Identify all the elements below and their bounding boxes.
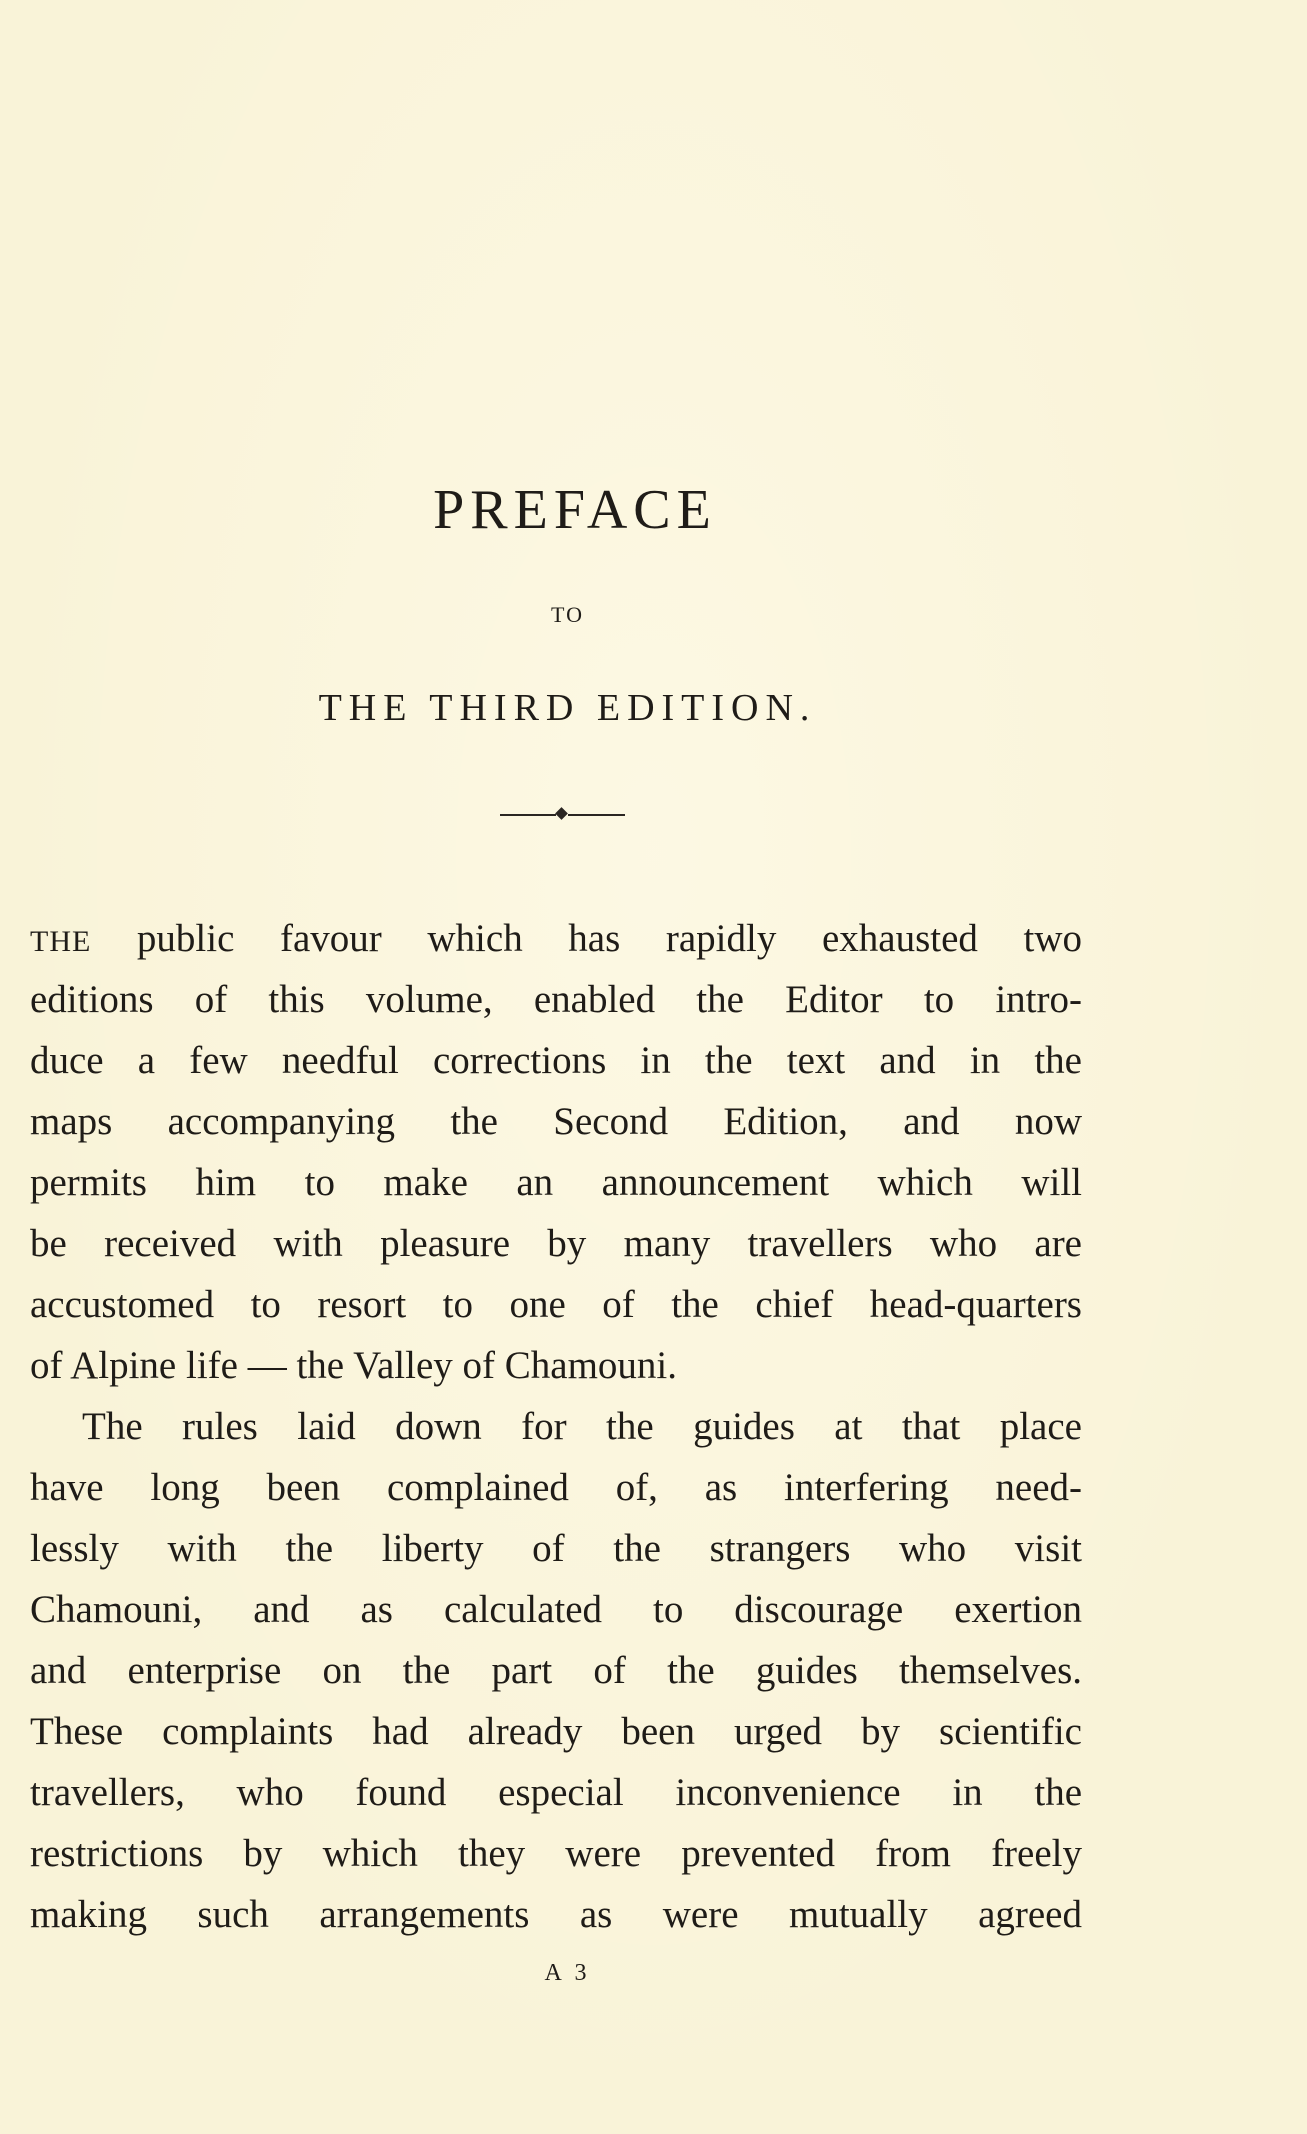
divider-line-left	[500, 814, 556, 816]
text-line: making such arrangements as were mutually agreed	[30, 1893, 1082, 1936]
text-line: THE public favour which has rapidly exhausted two	[30, 917, 1082, 960]
text-line: accustomed to resort to one of the chief head-quarters	[30, 1283, 1082, 1326]
text-line: restrictions by which they were prevented from freely	[30, 1832, 1082, 1875]
text-line: lessly with the liberty of the strangers who visit	[30, 1527, 1082, 1570]
text-line: These complaints had already been urged by scientific	[30, 1710, 1082, 1753]
text-line: Chamouni, and as calculated to discourage exertion	[30, 1588, 1082, 1631]
page-subtitle: THE THIRD EDITION.	[318, 687, 817, 729]
diamond-icon	[555, 807, 568, 820]
divider-ornament	[500, 808, 625, 820]
text-line: be received with pleasure by many travellers who are	[30, 1222, 1082, 1265]
text-line: duce a few needful corrections in the text and in the	[30, 1039, 1082, 1082]
text-line: have long been complained of, as interfering need-	[30, 1466, 1082, 1509]
lead-word: THE	[30, 925, 92, 958]
text-line: travellers, who found especial inconvenience in the	[30, 1771, 1082, 1814]
divider-line-right	[568, 814, 625, 816]
text-line: editions of this volume, enabled the Editor to intro-	[30, 978, 1082, 1021]
body-text	[30, 908, 1082, 1945]
text-line: and enterprise on the part of the guides themselves.	[30, 1649, 1082, 1692]
page-title: PREFACE	[433, 479, 717, 541]
title-connector: TO	[551, 602, 584, 627]
text-line: permits him to make an announcement which will	[30, 1161, 1082, 1204]
text-line: The rules laid down for the guides at that place	[82, 1405, 1082, 1448]
text-line: maps accompanying the Second Edition, and now	[30, 1100, 1082, 1143]
text-line: of Alpine life — the Valley of Chamouni.	[30, 1344, 678, 1387]
signature-mark: A 3	[544, 1960, 591, 1986]
